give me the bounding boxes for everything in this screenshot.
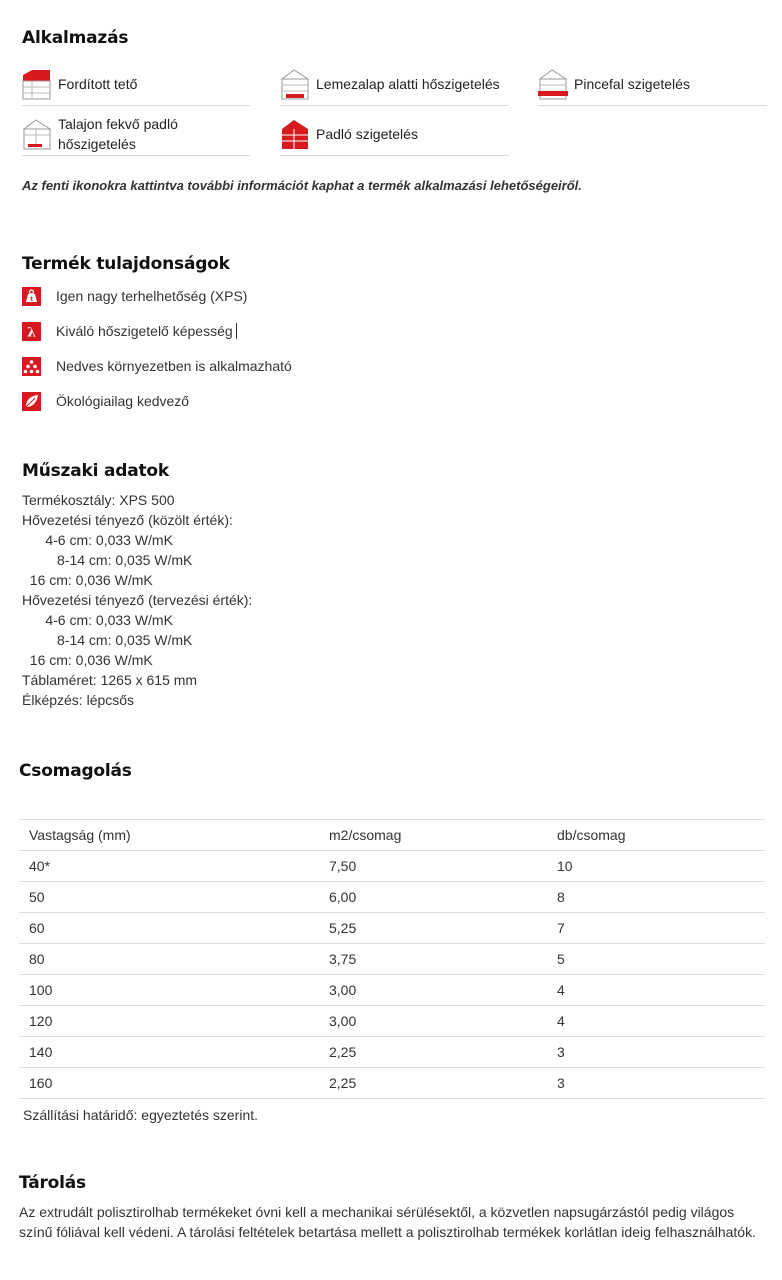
table-cell: 3 xyxy=(547,1068,765,1099)
table-row xyxy=(19,1006,765,1037)
inverted-roof-icon xyxy=(22,67,52,101)
application-heading: Alkalmazás xyxy=(22,28,129,48)
application-item-foundation-slab[interactable] xyxy=(280,62,509,106)
table-cell: 5,25 xyxy=(319,913,547,944)
table-cell: 120 xyxy=(19,1006,319,1037)
technical-line: 4-6 cm: 0,033 W/mK xyxy=(22,532,173,548)
application-item-label: Lemezalap alatti hőszigetelés xyxy=(316,75,500,92)
basement-wall-icon xyxy=(538,67,568,101)
property-item xyxy=(22,391,189,411)
load-weight-icon xyxy=(22,287,41,306)
lambda-icon xyxy=(22,322,41,341)
application-item-ground-floor[interactable] xyxy=(22,112,250,156)
column-header: db/csomag xyxy=(547,820,765,851)
application-item-basement-wall[interactable] xyxy=(538,62,767,106)
table-cell: 3,75 xyxy=(319,944,547,975)
table-cell: 3,00 xyxy=(319,975,547,1006)
table-cell: 80 xyxy=(19,944,319,975)
table-cell: 60 xyxy=(19,913,319,944)
table-row xyxy=(19,1037,765,1068)
table-cell: 3,00 xyxy=(319,1006,547,1037)
table-cell: 6,00 xyxy=(319,882,547,913)
table-row xyxy=(19,913,765,944)
table-row xyxy=(19,1068,765,1099)
table-cell: 100 xyxy=(19,975,319,1006)
technical-line: Hővezetési tényező (közölt érték): xyxy=(22,512,233,528)
table-cell: 50 xyxy=(19,882,319,913)
svg-text:t: t xyxy=(30,295,33,303)
technical-heading: Műszaki adatok xyxy=(22,461,169,481)
technical-data xyxy=(22,490,252,710)
table-cell: 10 xyxy=(547,851,765,882)
table-header-row xyxy=(19,820,765,851)
property-item xyxy=(22,286,247,306)
table-row xyxy=(19,882,765,913)
application-item-label: Pincefal szigetelés xyxy=(574,75,690,92)
leaf-icon xyxy=(22,392,41,411)
property-label: Nedves környezetben is alkalmazható xyxy=(56,358,292,374)
technical-line: 4-6 cm: 0,033 W/mK xyxy=(22,612,173,628)
table-cell: 3 xyxy=(547,1037,765,1068)
table-row xyxy=(19,851,765,882)
table-row xyxy=(19,975,765,1006)
property-item xyxy=(22,321,237,341)
table-row xyxy=(19,944,765,975)
application-item-floor-insulation[interactable] xyxy=(280,112,509,156)
property-label: Kiváló hőszigetelő képesség xyxy=(56,323,233,339)
application-item-label: Fordított tető xyxy=(58,75,138,92)
storage-text: Az extrudált polisztirolhab termékeket óvni kell a mechanikai sérülésektől, a közvetlen napsugárzástól pedig világos színű fóliával kell védeni. A tárolási feltételek betartása mellett a polisztirolhab termékek korlátlan ideig felhasználhatók. xyxy=(19,1204,756,1240)
storage-heading: Tárolás xyxy=(19,1173,86,1193)
technical-line: Hővezetési tényező (tervezési érték): xyxy=(22,592,253,608)
application-note: Az fenti ikonokra kattintva további információt kaphat a termék alkalmazási lehetőségeiről. xyxy=(22,178,582,193)
floor-insulation-icon xyxy=(280,117,310,151)
technical-line: 16 cm: 0,036 W/mK xyxy=(22,652,153,668)
property-label: Ökológiailag kedvező xyxy=(56,393,190,409)
technical-line: Táblaméret: 1265 x 615 mm xyxy=(22,672,198,688)
table-cell: 4 xyxy=(547,975,765,1006)
packaging-table xyxy=(19,819,765,1099)
technical-line: 16 cm: 0,036 W/mK xyxy=(22,572,153,588)
technical-line: Élképzés: lépcsős xyxy=(22,692,135,708)
application-item-label: Padló szigetelés xyxy=(316,125,418,142)
property-item xyxy=(22,356,292,376)
ground-floor-icon xyxy=(22,117,52,151)
table-cell: 7,50 xyxy=(319,851,547,882)
table-cell: 40* xyxy=(19,851,319,882)
column-header: m2/csomag xyxy=(319,820,547,851)
foundation-slab-icon xyxy=(280,67,310,101)
table-cell: 5 xyxy=(547,944,765,975)
table-cell: 8 xyxy=(547,882,765,913)
application-item-inverted-roof[interactable] xyxy=(22,62,250,106)
technical-line: Termékosztály: XPS 500 xyxy=(22,492,175,508)
column-header: Vastagság (mm) xyxy=(19,820,319,851)
technical-line: 8-14 cm: 0,035 W/mK xyxy=(22,632,193,648)
table-cell: 160 xyxy=(19,1068,319,1099)
table-cell: 140 xyxy=(19,1037,319,1068)
table-cell: 7 xyxy=(547,913,765,944)
text-cursor xyxy=(236,323,237,339)
property-label: Igen nagy terhelhetőség (XPS) xyxy=(56,288,248,304)
table-cell: 2,25 xyxy=(319,1037,547,1068)
properties-heading: Termék tulajdonságok xyxy=(22,254,230,274)
technical-line: 8-14 cm: 0,035 W/mK xyxy=(22,552,193,568)
svg-text:λ: λ xyxy=(26,325,37,340)
application-item-label: Talajon fekvő padló hőszigetelés xyxy=(58,115,178,152)
table-cell: 4 xyxy=(547,1006,765,1037)
shipping-note: Szállítási határidő: egyeztetés szerint. xyxy=(23,1107,259,1123)
table-cell: 2,25 xyxy=(319,1068,547,1099)
packaging-heading: Csomagolás xyxy=(19,761,132,781)
water-drops-icon xyxy=(22,357,41,376)
